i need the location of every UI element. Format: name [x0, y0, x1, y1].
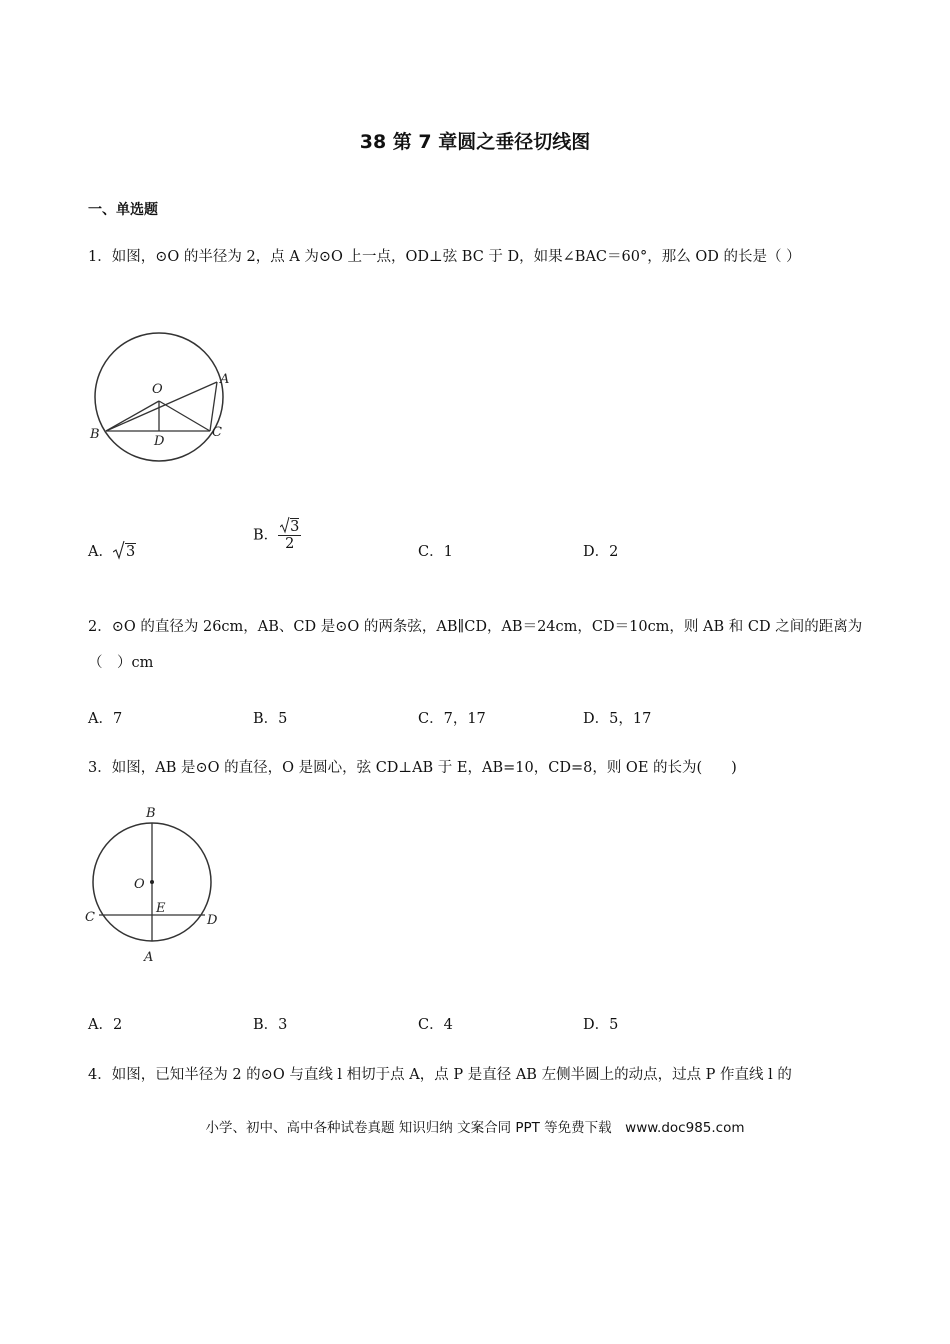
- page-footer: 小学、初中、高中各种试卷真题 知识归纳 文案合同 PPT 等免费下载 www.doc985.com: [205, 1120, 745, 1136]
- figure-label-o: O: [152, 382, 163, 397]
- question-3-text: 3．如图，AB 是⊙O 的直径，O 是圆心，弦 CD⊥AB 于 E，AB=10，CD=8，则 OE 的长为( ): [88, 760, 737, 776]
- option-3d: D．5: [583, 1017, 619, 1033]
- figure-label-b: B: [146, 806, 156, 821]
- figure-label-b: B: [90, 427, 100, 442]
- question-2-text: 2．⊙O 的直径为 26cm，AB、CD 是⊙O 的两条弦，AB∥CD，AB＝24cm，CD＝10cm，则 AB 和 CD 之间的距离为（ ）cm: [88, 619, 863, 671]
- option-1a: [88, 540, 136, 561]
- option-2d: D．5，17: [583, 711, 652, 727]
- option-1b-denominator: 2: [285, 536, 295, 552]
- option-3b: B．3: [253, 1017, 288, 1033]
- option-1a-value: 3: [125, 544, 136, 560]
- figure-label-c: C: [85, 910, 95, 925]
- option-2c: C．7，17: [418, 711, 486, 727]
- figure-label-a: A: [220, 372, 230, 387]
- option-1b-label: B．: [253, 527, 279, 544]
- question-3-figure: [80, 800, 230, 970]
- figure-label-a: A: [144, 950, 154, 965]
- option-1d: D．2: [583, 544, 619, 560]
- option-1a-label: A．: [88, 544, 113, 560]
- figure-label-o: O: [134, 877, 145, 892]
- question-1-text: 1．如图，⊙O 的半径为 2，点 A 为⊙O 上一点，OD⊥弦 BC 于 D，如果∠BAC＝60°，那么 OD 的长是（ ）: [88, 249, 801, 265]
- option-1c: C．1: [418, 544, 453, 560]
- option-1b-numerator: 3: [290, 519, 300, 535]
- option-1b: [253, 516, 301, 552]
- sqrt-expression: [113, 540, 136, 560]
- question-1-figure: [84, 330, 244, 470]
- question-4-text: 4．如图，已知半径为 2 的⊙O 与直线 l 相切于点 A，点 P 是直径 AB 左侧半圆上的动点，过点 P 作直线 l 的: [88, 1067, 792, 1083]
- radical-sign-icon: [280, 516, 290, 534]
- option-3a: A．2: [88, 1017, 123, 1033]
- option-2b: B．5: [253, 711, 288, 727]
- page-title: 38 第 7 章圆之垂径切线图: [359, 131, 591, 153]
- figure-label-e: E: [156, 901, 166, 916]
- figure-label-d: D: [207, 913, 218, 928]
- section-heading: 一、单选题: [88, 202, 158, 218]
- radical-sign-icon: [113, 540, 125, 560]
- option-2a: A．7: [88, 711, 123, 727]
- figure-label-d: D: [154, 434, 165, 449]
- figure-label-c: C: [212, 425, 222, 440]
- fraction: [278, 516, 301, 552]
- option-3c: C．4: [418, 1017, 453, 1033]
